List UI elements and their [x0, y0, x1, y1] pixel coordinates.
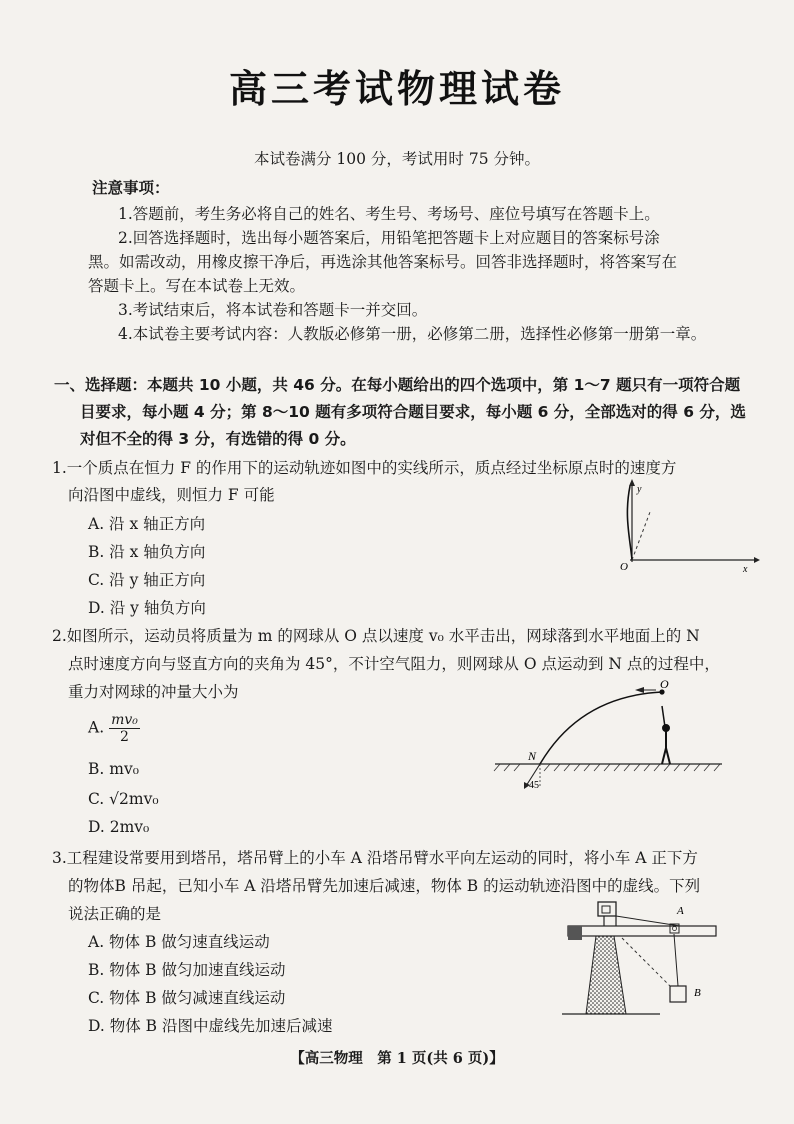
section-heading-line: 对但不全的得 3 分，有选错的得 0 分。 [80, 430, 356, 448]
q2-option-d: D. 2mv₀ [88, 818, 150, 836]
question-1-stem: 1.一个质点在恒力 F 的作用下的运动轨迹如图中的实线所示，质点经过坐标原点时的速度方 [52, 459, 677, 477]
note-line: 1.答题前，考生务必将自己的姓名、考生号、考场号、座位号填写在答题卡上。 [118, 205, 660, 223]
q1-trajectory-figure [600, 478, 760, 578]
q2-option-a [88, 712, 140, 745]
q3-option-a: A. 物体 B 做匀速直线运动 [88, 933, 270, 951]
fraction-denominator: 2 [120, 729, 129, 745]
q2-option-a-label: A. [88, 718, 105, 737]
q3-option-c: C. 物体 B 做匀减速直线运动 [88, 989, 286, 1007]
q1-x-label: x [743, 564, 748, 575]
q2-point-n-label: N [528, 749, 537, 763]
exam-info: 本试卷满分 100 分，考试用时 75 分钟。 [253, 150, 541, 168]
q2-option-c: C. √2mv₀ [88, 790, 159, 808]
question-3-stem: 3.工程建设常要用到塔吊，塔吊臂上的小车 A 沿塔吊臂水平向左运动的同时，将小车 A 正下方 [52, 849, 698, 867]
question-2-stem: 点时速度方向与竖直方向的夹角为 45°，不计空气阻力，则网球从 O 点运动到 N 点的过程中， [68, 655, 720, 673]
q2-tennis-figure [490, 676, 730, 796]
note-line: 3.考试结束后，将本试卷和答题卡一并交回。 [118, 301, 428, 319]
q3-cart-a-label: A [677, 905, 684, 917]
q2-option-b: B. mv₀ [88, 760, 139, 778]
q2-angle-label: 45 [529, 780, 539, 791]
q3-tower-crane-figure [560, 898, 730, 1030]
notes-heading: 注意事项： [92, 179, 170, 197]
question-3-stem: 的物体B 吊起，已知小车 A 沿塔吊臂先加速后减速，物体 B 的运动轨迹沿图中的虚线。下列 [68, 877, 701, 895]
section-heading: 一、选择题：本题共 10 小题，共 46 分。在每小题给出的四个选项中，第 1～7 题只有一项符合题 [54, 376, 741, 394]
q3-option-b: B. 物体 B 做匀加速直线运动 [88, 961, 286, 979]
page-footer: 【高三物理 第 1 页(共 6 页)】 [290, 1050, 504, 1067]
q1-y-label: y [637, 484, 642, 495]
q3-object-b-label: B [694, 987, 701, 999]
q3-option-d: D. 物体 B 沿图中虚线先加速后减速 [88, 1017, 333, 1035]
q1-option-b: B. 沿 x 轴负方向 [88, 543, 206, 561]
question-3-stem: 说法正确的是 [68, 905, 162, 923]
q2-option-a-fraction [109, 712, 140, 745]
note-line: 答题卡上。写在本试卷上无效。 [88, 277, 306, 295]
question-2-stem: 重力对网球的冲量大小为 [68, 683, 239, 701]
note-line: 4.本试卷主要考试内容：人教版必修第一册，必修第二册，选择性必修第一册第一章。 [118, 325, 707, 343]
q1-option-d: D. 沿 y 轴负方向 [88, 599, 206, 617]
note-line: 2.回答选择题时，选出每小题答案后，用铅笔把答题卡上对应题目的答案标号涂 [118, 229, 660, 247]
q1-option-c: C. 沿 y 轴正方向 [88, 571, 206, 589]
q1-origin-label: O [620, 561, 628, 573]
page-title: 高三考试物理试卷 [228, 67, 565, 111]
question-1-stem: 向沿图中虚线，则恒力 F 可能 [68, 486, 275, 504]
fraction-numerator: mv₀ [111, 712, 138, 728]
q1-option-a: A. 沿 x 轴正方向 [88, 515, 206, 533]
section-heading-line: 目要求，每小题 4 分；第 8～10 题有多项符合题目要求，每小题 6 分，全部选对的得 6 分，选 [80, 403, 746, 421]
note-line: 黑。如需改动，用橡皮擦干净后，再选涂其他答案标号。回答非选择题时，将答案写在 [88, 253, 678, 271]
question-2-stem: 2.如图所示，运动员将质量为 m 的网球从 O 点以速度 v₀ 水平击出，网球落到水平地面上的 N [52, 627, 700, 645]
q2-point-o-label: O [660, 677, 669, 691]
